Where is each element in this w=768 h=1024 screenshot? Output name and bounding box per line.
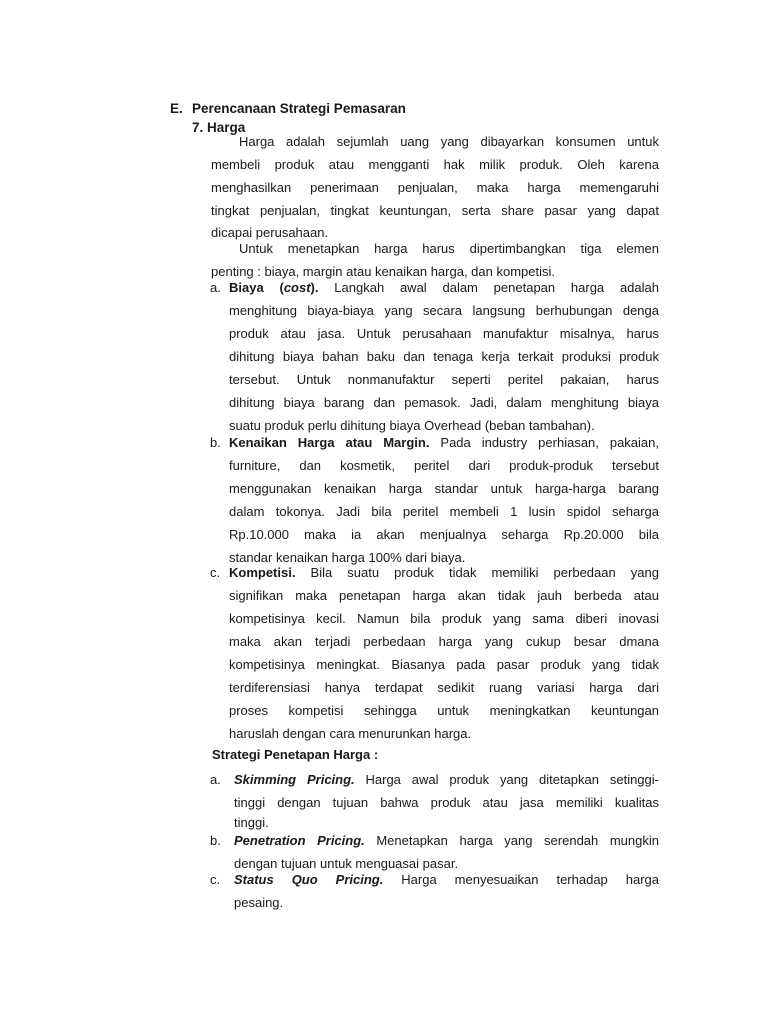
item-line: produk atau jasa. Untuk perusahaan manufaktur misalnya, harus	[229, 326, 659, 341]
item-first-line	[234, 868, 659, 891]
item-line: maka akan terjadi perbedaan harga yang cukup besar dmana	[229, 634, 659, 649]
item-first-line-text: Harga menyesuaikan terhadap harga	[383, 872, 659, 887]
item-line: tinggi dengan tujuan bahwa produk atau jasa memiliki kualitas	[234, 795, 659, 810]
item-line: signifikan maka penetapan harga akan tidak jauh berbeda atau	[229, 588, 659, 603]
item-first-line-text: Langkah awal dalam penetapan harga adalah	[318, 280, 659, 295]
item-line: kompetisinya meningkat. Biasanya pada pasar produk yang tidak	[229, 657, 659, 672]
item-line: tinggi.	[234, 815, 269, 830]
item-line: menghitung biaya-biaya yang secara langsung berhubungan denga	[229, 303, 659, 318]
item-line: haruslah dengan cara menurunkan harga.	[229, 726, 472, 741]
item-line: dihitung biaya bahan baku dan tenaga kerja terkait produksi produk	[229, 349, 659, 364]
list-marker: b.	[210, 435, 221, 450]
paragraph-line: Harga adalah sejumlah uang yang dibayarkan konsumen untuk	[239, 134, 659, 149]
list-marker: b.	[210, 833, 221, 848]
item-line: dengan tujuan untuk menguasai pasar.	[234, 856, 459, 871]
item-term: Biaya (	[229, 280, 284, 295]
item-line: pesaing.	[234, 895, 284, 910]
paragraph-line: menghasilkan penerimaan penjualan, maka harga memengaruhi	[211, 180, 659, 195]
item-term: Skimming Pricing.	[234, 772, 355, 787]
paragraph-line: Untuk menetapkan harga harus dipertimbangkan tiga elemen	[239, 241, 659, 256]
item-term-end: ).	[310, 280, 319, 295]
item-line: menggunakan kenaikan harga standar untuk harga-harga barang	[229, 481, 659, 496]
item-first-line	[234, 768, 659, 791]
item-first-line-text: Menetapkan harga yang serendah mungkin	[364, 833, 659, 848]
item-line: proses kompetisi sehingga untuk meningkatkan keuntungan	[229, 703, 659, 718]
item-line: Rp.10.000 maka ia akan menjualnya seharga Rp.20.000 bila	[229, 527, 659, 542]
item-term: Kompetisi.	[229, 565, 296, 580]
item-first-line-text: Pada industry perhiasan, pakaian,	[429, 435, 659, 450]
item-first-line	[229, 431, 659, 454]
list-marker: a.	[210, 280, 221, 295]
paragraph-line: tingkat penjualan, tingkat keuntungan, serta share pasar yang dapat	[211, 203, 659, 218]
section-heading	[170, 101, 406, 116]
item-first-line-text: Bila suatu produk tidak memiliki perbedaan yang	[295, 565, 659, 580]
item-first-line	[229, 561, 659, 584]
item-first-line-text: Harga awal produk yang ditetapkan setinggi-	[354, 772, 659, 787]
item-line: terdiferensiasi hanya terdapat sedikit ruang variasi harga dari	[229, 680, 659, 695]
item-term-italic: cost	[283, 280, 311, 295]
paragraph-line: dicapai perusahaan.	[211, 225, 329, 240]
subsection-heading: 7. Harga	[192, 120, 246, 135]
strategy-heading: Strategi Penetapan Harga :	[212, 747, 379, 762]
item-line: furniture, dan kosmetik, peritel dari produk-produk tersebut	[229, 458, 659, 473]
item-term: Penetration Pricing.	[234, 833, 365, 848]
intro-paragraph-1	[211, 130, 659, 242]
item-first-line	[234, 829, 659, 852]
item-line: standar kenaikan harga 100% dari biaya.	[229, 550, 466, 565]
item-line: tersebut. Untuk nonmanufaktur seperti peritel pakaian, harus	[229, 372, 659, 387]
section-letter: E.	[170, 101, 183, 116]
list-marker: c.	[210, 565, 221, 580]
item-line: suatu produk perlu dihitung biaya Overhead (beban tambahan).	[229, 418, 595, 433]
item-first-line	[229, 276, 659, 299]
section-title: Perencanaan Strategi Pemasaran	[192, 101, 406, 116]
paragraph-line: membeli produk atau mengganti hak milik produk. Oleh karena	[211, 157, 659, 172]
item-line: kompetisinya kecil. Namun bila produk yang sama diberi inovasi	[229, 611, 659, 626]
list-marker: c.	[210, 872, 221, 887]
item-term: Kenaikan Harga atau Margin.	[229, 435, 430, 450]
item-line: dalam tokonya. Jadi bila peritel membeli 1 lusin spidol seharga	[229, 504, 659, 519]
list-marker: a.	[210, 772, 221, 787]
paragraph-line: penting : biaya, margin atau kenaikan harga, dan kompetisi.	[211, 264, 555, 279]
item-line: dihitung biaya barang dan pemasok. Jadi, dalam menghitung biaya	[229, 395, 659, 410]
item-term: Status Quo Pricing.	[234, 872, 384, 887]
